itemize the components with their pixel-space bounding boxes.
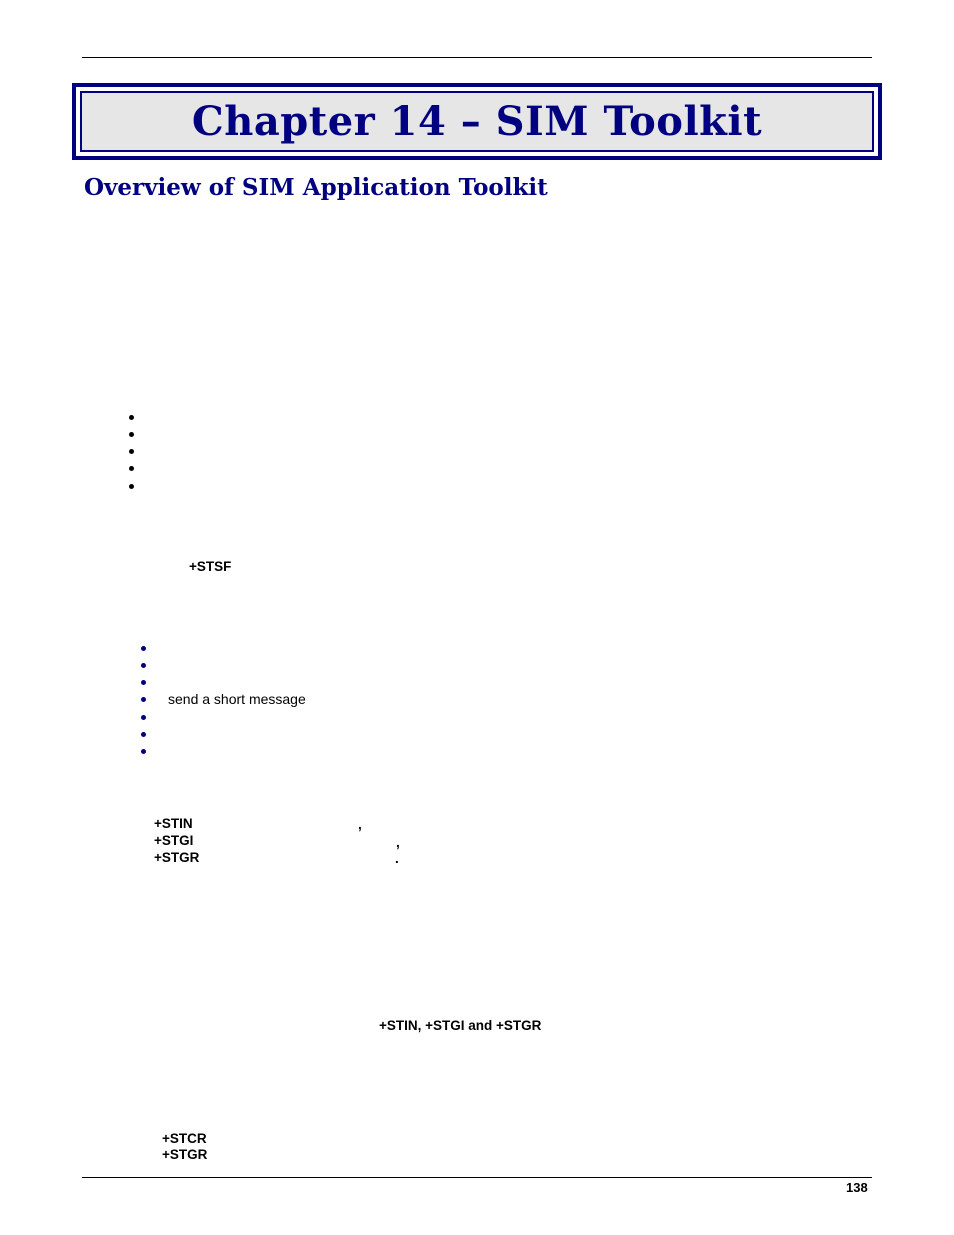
chapter-title-inner: [80, 91, 874, 152]
setup-command: +STSF: [189, 559, 232, 574]
chapter-title-box: [72, 83, 882, 160]
list-bullet: [141, 697, 146, 702]
command-stin: +STIN: [154, 816, 193, 831]
section-heading: Overview of SIM Application Toolkit: [84, 174, 548, 201]
list-bullet: [129, 432, 134, 437]
command-stgr-response: +STGR: [162, 1147, 208, 1162]
command-stgr: +STGR: [154, 850, 200, 865]
command-stgi: +STGI: [154, 833, 194, 848]
list-bullet: [129, 466, 134, 471]
list-bullet: [141, 646, 146, 651]
list-bullet: [129, 484, 134, 489]
list-bullet: [141, 749, 146, 754]
list-bullet: [141, 715, 146, 720]
list-bullet: [141, 680, 146, 685]
command-stin-punct: ,: [358, 817, 362, 832]
list-bullet: [141, 732, 146, 737]
list-item-send-sms: send a short message: [168, 691, 306, 707]
command-stcr: +STCR: [162, 1131, 207, 1146]
chapter-title: Chapter 14 – SIM Toolkit: [191, 98, 763, 145]
page-number: 138: [846, 1180, 868, 1195]
footer-rule: [82, 1177, 872, 1178]
inline-commands: +STIN, +STGI and +STGR: [379, 1018, 542, 1033]
list-bullet: [129, 449, 134, 454]
command-stgr-punct: .: [395, 851, 399, 866]
command-stgi-punct: ,: [396, 835, 400, 850]
list-bullet: [141, 663, 146, 668]
list-bullet: [129, 415, 134, 420]
header-rule: [82, 57, 872, 58]
